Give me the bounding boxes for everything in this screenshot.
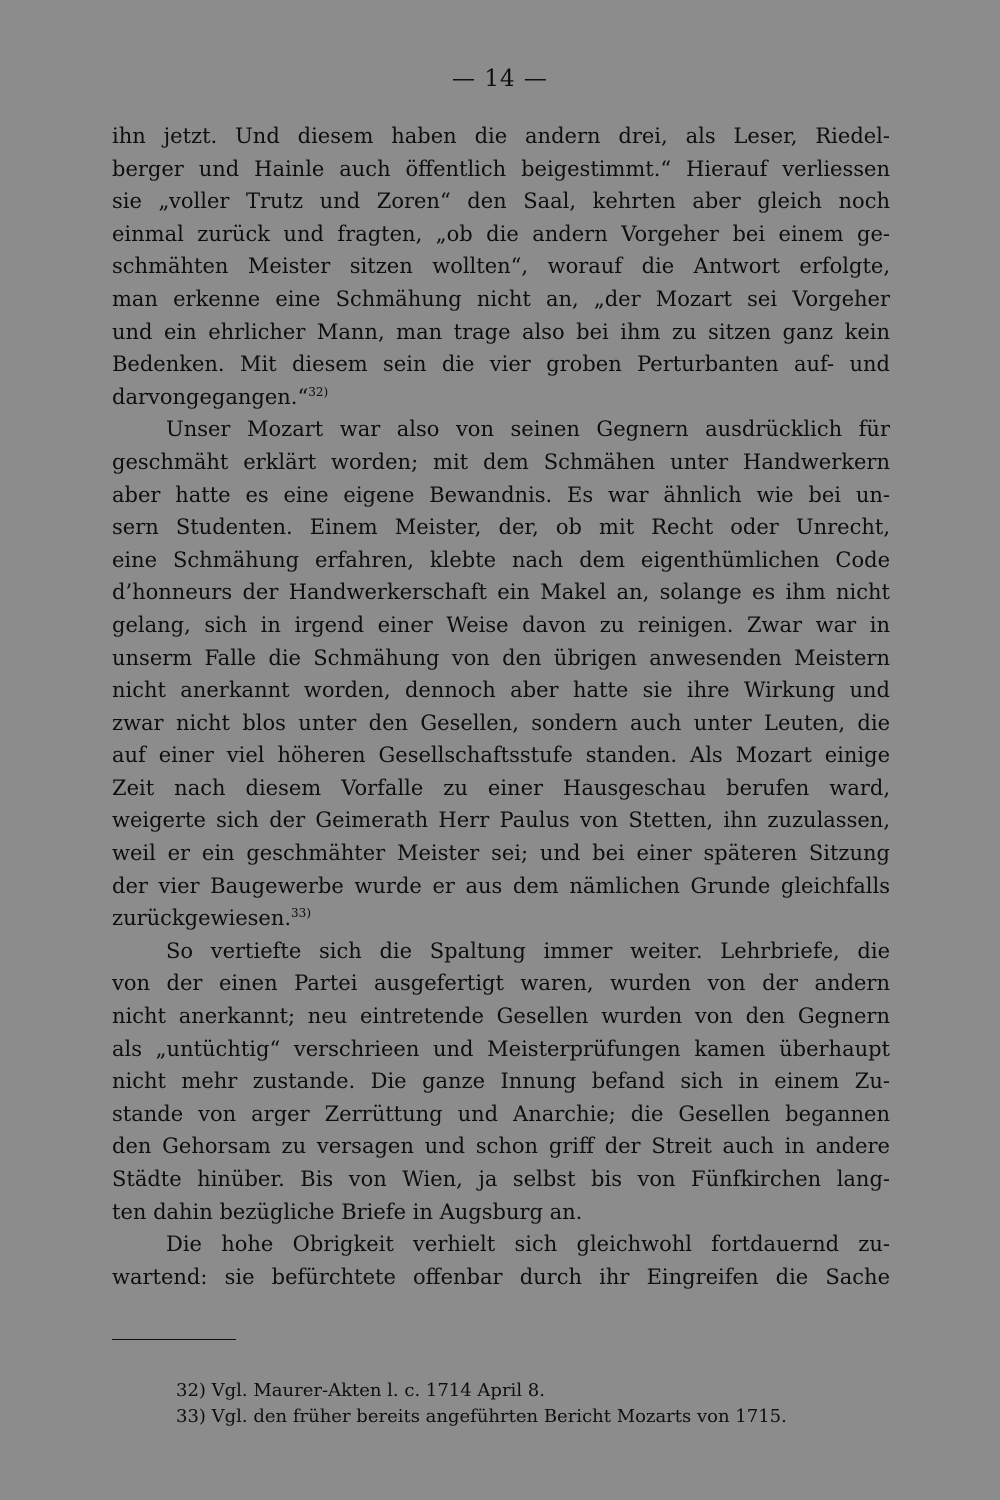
text-line: der vier Baugewerbe wurde er aus dem nämlichen Grunde gleichfalls (112, 873, 890, 898)
text-line: Bedenken. Mit diesem sein die vier groben Perturbanten auf- und (112, 352, 890, 377)
text-line (112, 381, 890, 414)
text-line: sern Studenten. Einem Meister, der, ob mit Recht oder Unrecht, (112, 515, 890, 540)
text-line: nicht mehr zustande. Die ganze Innung befand sich in einem Zu- (112, 1069, 890, 1094)
text-line: zwar nicht blos unter den Gesellen, sondern auch unter Leuten, die (112, 710, 890, 735)
text-line: stande von arger Zerrüttung und Anarchie; die Gesellen begannen (112, 1101, 890, 1126)
footnote-ref-32: 32) (308, 384, 329, 399)
text-line-content: zurückgewiesen. (112, 906, 292, 931)
text-line: Die hohe Obrigkeit verhielt sich gleichwohl fortdauernd zu- (166, 1232, 890, 1257)
text-line: nicht anerkannt worden, dennoch aber hatte sie ihre Wirkung und (112, 678, 890, 703)
text-line: den Gehorsam zu versagen und schon griff der Streit auch in andere (112, 1134, 890, 1159)
text-line (112, 902, 890, 935)
text-line: sie „voller Trutz und Zoren“ den Saal, kehrten aber gleich noch (112, 189, 890, 214)
text-line: weil er ein geschmähter Meister sei; und bei einer späteren Sitzung (112, 841, 890, 866)
footnote-divider (112, 1339, 236, 1340)
text-line: schmähten Meister sitzen wollten“, worauf die Antwort erfolgte, (112, 254, 890, 279)
text-line: gelang, sich in irgend einer Weise davon zu reinigen. Zwar war in (112, 612, 890, 637)
text-line: als „untüchtig“ verschrieen und Meisterprüfungen kamen überhaupt (112, 1036, 890, 1061)
footnote-33: 33) Vgl. den früher bereits angeführten Bericht Mozarts von 1715. (176, 1406, 787, 1427)
body-text (112, 120, 890, 1293)
text-line: aber hatte es eine eigene Bewandnis. Es war ähnlich wie bei un- (112, 482, 890, 507)
text-line: geschmäht erklärt worden; mit dem Schmähen unter Handwerkern (112, 449, 890, 474)
text-line: unserm Falle die Schmähung von den übrigen anwesenden Meistern (112, 645, 890, 670)
text-line: ten dahin bezügliche Briefe in Augsburg an. (112, 1199, 583, 1224)
text-line: man erkenne eine Schmähung nicht an, „der Mozart sei Vorgeher (112, 286, 890, 311)
text-line: von der einen Partei ausgefertigt waren, wurden von der andern (112, 971, 890, 996)
text-line: einmal zurück und fragten, „ob die andern Vorgeher bei einem ge- (112, 221, 890, 246)
text-line: berger und Hainle auch öffentlich beigestimmt.“ Hierauf verliessen (112, 156, 890, 181)
text-line: nicht anerkannt; neu eintretende Gesellen wurden von den Gegnern (112, 1004, 890, 1029)
footnote-ref-33: 33) (291, 906, 311, 921)
text-line: Städte hinüber. Bis von Wien, ja selbst bis von Fünfkirchen lang- (112, 1167, 890, 1191)
footnote-32: 32) Vgl. Maurer-Akten l. c. 1714 April 8. (176, 1380, 545, 1401)
text-line: Zeit nach diesem Vorfalle zu einer Hausgeschau berufen ward, (112, 775, 890, 800)
page-number: — 14 — (452, 66, 548, 92)
text-line: eine Schmähung erfahren, klebte nach dem eigenthümlichen Code (112, 547, 890, 572)
text-line: So vertiefte sich die Spaltung immer weiter. Lehrbriefe, die (166, 938, 890, 963)
text-line: auf einer viel höheren Gesellschaftsstufe standen. Als Mozart einige (112, 743, 890, 768)
text-line: weigerte sich der Geimerath Herr Paulus von Stetten, ihn zuzulassen, (112, 808, 890, 833)
text-line-content: darvongegangen.“ (112, 384, 309, 409)
text-line: Unser Mozart war also von seinen Gegnern ausdrücklich für (166, 417, 890, 442)
footnotes (176, 1378, 876, 1430)
text-line: und ein ehrlicher Mann, man trage also bei ihm zu sitzen ganz kein (112, 319, 890, 344)
text-line: d’honneurs der Handwerkerschaft ein Makel an, solange es ihm nicht (112, 580, 890, 605)
text-line: wartend: sie befürchtete offenbar durch ihr Eingreifen die Sache (112, 1264, 890, 1289)
text-line: ihn jetzt. Und diesem haben die andern drei, als Leser, Riedel- (112, 124, 890, 148)
